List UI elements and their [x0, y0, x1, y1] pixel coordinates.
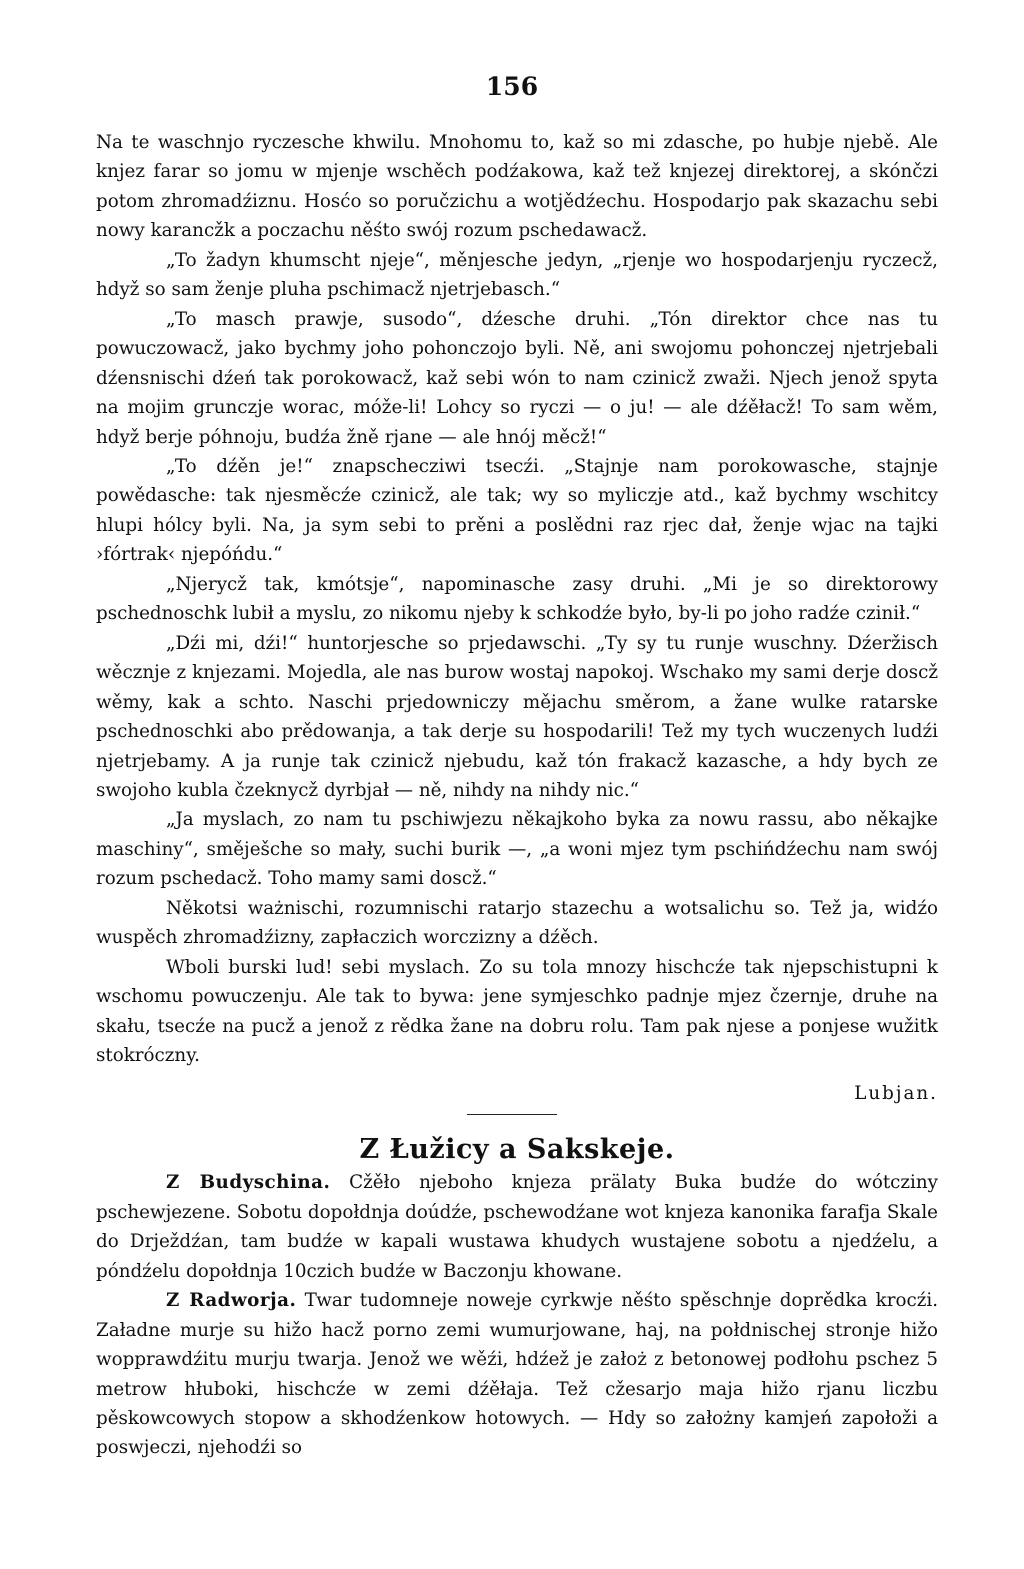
article-body	[96, 128, 938, 1463]
news-item-text: Twar tudomneje noweje cyrkwje něśto spěschnje doprědka krocźi. Załadne murje su hižo hacž porno zemi wumurjowane, haj, na połdnischej stronje hižo wopprawdźitu murju twarja. Jenož we wěźi, hdźež je założ z betonowej podłohu pschez 5 metrow hłuboki, hischcźe w zemi dźěłaja. Tež cžesarjo maja hižo rjanu liczbu pěskowcowych stopow a skhodźenkow hotowych. — Hdy so założny kamjeń zapołoži a poswjeczi, njehodźi so	[96, 1290, 939, 1459]
signature-row	[96, 1079, 938, 1108]
paragraph: „To žadyn khumscht njeje“, měnjesche jedyn, „rjenje wo hospodarjenju ryczecž, hdyž so sam ženje pluha pschimacž njetrjebasch.“	[96, 249, 938, 301]
news-item	[96, 1168, 938, 1286]
paragraph: „To dźěn je!“ znapschecziwi tsecźi. „Stajnje nam porokowasche, stajnje powědasche: tak njesměcźe czinicž, ale tak; wy so myliczje atd., kaž bychmy wschitcy hlupi hólcy byli. Na, ja sym sebi to prěni a poslědni raz rjec dał, ženje wjac na tajki ›fórtrak‹ njepóńdu.“	[96, 455, 938, 566]
paragraph: „Ja myslach, zo nam tu pschiwjezu někajkoho byka za nowu rassu, abo někajke maschiny“, směješche so mały, suchi burik —, „a woni mjez tym pschińdźechu nam swój rozum pschedacž. Toho mamy sami doscž.“	[96, 809, 938, 890]
separator-line	[467, 1114, 557, 1115]
section-heading: Z Łužicy a Sakskeje.	[359, 1133, 675, 1165]
paragraph: „Njerycž tak, kmótsje“, napominasche zasy druhi. „Mi je so direktorowy pschednoschk lubił a myslu, zo nikomu njeby k schkodźe było, by-li po joho radźe czinił.“	[96, 573, 938, 625]
paragraph: Na te waschnjo ryczesche khwilu. Mnohomu to, kaž so mi zdasche, po hubje njebě. Ale knjez farar so jomu w mjenje wschěch podźakowa, kaž tež knjezej direktorej, a skónčzi potom zhromadźiznu. Hosćo so poručzichu a wotjědźechu. Hospodarjo pak skazachu sebi nowy karancžk a poczachu něśto swój rozum pschedawacž.	[96, 132, 938, 242]
news-item-text: Cžěło njeboho knjeza prälaty Buka budźe do wótcziny pschewjezene. Sobotu dopołdnja doúdźe, pschewodźane wot knjeza kanonika farafja Skale do Drježdźan, tam budźe w kapali wustawa khudych wustajene sobotu a njedźelu, a póndźelu dopołdnja 10czich budźe w Baczonju khowane.	[96, 1172, 938, 1282]
paragraph: „To masch prawje, susodo“, dźesche druhi. „Tón direktor chce nas tu powuczowacž, jako bychmy joho pohonczojo byli. Ně, ani swojomu pohonczej njetrjebali dźensnischi dźeń tak porokowacž, kaž sebi wón to nam czinicž zwaži. Njech jenož spyta na mojim grunczje worac, móže-li! Lohcy so ryczi — o ju! — ale dźěłacž! To sam wěm, hdyž berje póhnoju, budźa žně rjane — ale hnój měcž!“	[96, 308, 938, 448]
paragraph: „Dźi mi, dźi!“ huntorjesche so prjedawschi. „Ty sy tu runje wuschny. Dźeržisch wěcznje z knjezami. Mojedla, ale nas burow wostaj napokoj. Wschako my sami derje doscž wěmy, kak a schto. Naschi prjedowniczy mějachu směrom, a žane wulke ratarske pschednoschki abo prědowanja, a tak derje su hospodarili! Tež my tych wuczenych ludźi njetrjebamy. A ja runje tak czinicž njebudu, kaž tón frakacž kazasche, a hdy bych ze swojoho kubla čzeknycž dyrbjał — ně, nihdy na nihdy nic.“	[96, 632, 938, 801]
page-number: 156	[485, 72, 539, 101]
paragraph: Někotsi ważnischi, rozumnischi ratarjo stazechu a wotsalichu so. Tež ja, widźo wuspěch zhromadźizny, zapłaczich worczizny a dźěch.	[96, 897, 938, 949]
news-item-title: Z Budyschina.	[166, 1172, 331, 1194]
news-item-title: Z Radworja.	[166, 1290, 297, 1312]
paragraph: Wboli burski lud! sebi myslach. Zo su tola mnozy hischcźe tak njepschistupni k wschomu powuczenju. Ale tak to bywa: jene symjeschko padnje mjez čzernje, druhe na skału, tsecźe na pucž a jenož z rědka žane na dobru rolu. Tam pak njese a ponjese wužitk stokróczny.	[96, 956, 938, 1067]
author-signature: Lubjan.	[854, 1082, 938, 1104]
news-item	[96, 1286, 938, 1463]
